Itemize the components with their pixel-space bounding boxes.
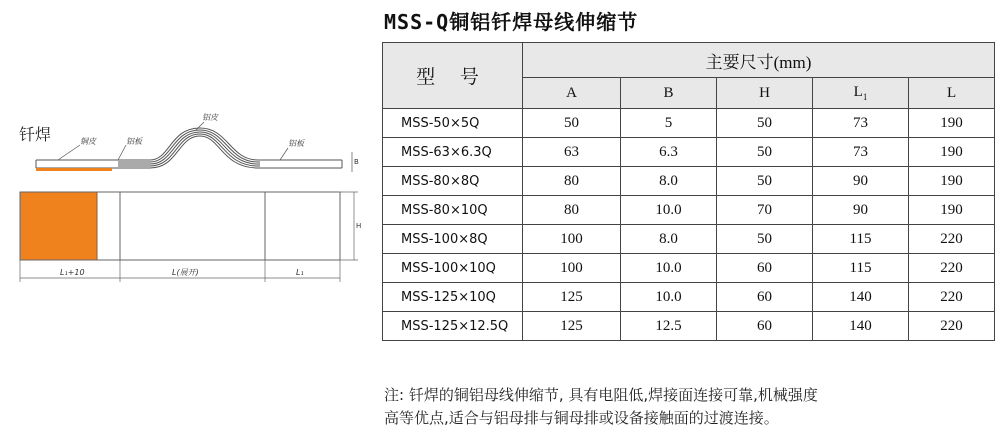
table-row bbox=[383, 109, 995, 138]
value-cell: 220 bbox=[909, 283, 995, 312]
side-view bbox=[36, 122, 352, 172]
value-cell: 10.0 bbox=[621, 254, 717, 283]
value-cell: 73 bbox=[813, 109, 909, 138]
model-cell: MSS-50×5Q bbox=[383, 109, 523, 138]
value-cell: 80 bbox=[523, 167, 621, 196]
col-h: H bbox=[717, 78, 813, 109]
copper-strip bbox=[36, 168, 112, 171]
note-line-1: 注: 钎焊的铜铝母线伸缩节, 具有电阻低,焊接面连接可靠,机械强度 bbox=[384, 386, 818, 404]
col-b: B bbox=[621, 78, 717, 109]
value-cell: 60 bbox=[717, 312, 813, 341]
copper-block bbox=[20, 192, 97, 260]
label-aluminum-skin: 铝皮 bbox=[202, 113, 218, 122]
value-cell: 190 bbox=[909, 138, 995, 167]
label-dim-left: L₁+10 bbox=[60, 268, 85, 277]
table-row bbox=[383, 167, 995, 196]
value-cell: 10.0 bbox=[621, 283, 717, 312]
value-cell: 220 bbox=[909, 254, 995, 283]
table-row bbox=[383, 254, 995, 283]
value-cell: 115 bbox=[813, 254, 909, 283]
col-l: L bbox=[909, 78, 995, 109]
col-l1: $L_1$ bbox=[813, 78, 909, 109]
table-row bbox=[383, 283, 995, 312]
value-cell: 60 bbox=[717, 283, 813, 312]
value-cell: 140 bbox=[813, 312, 909, 341]
diagram-svg bbox=[0, 100, 380, 300]
value-cell: 220 bbox=[909, 225, 995, 254]
value-cell: 70 bbox=[717, 196, 813, 225]
value-cell: 50 bbox=[717, 167, 813, 196]
model-cell: MSS-80×8Q bbox=[383, 167, 523, 196]
value-cell: 8.0 bbox=[621, 167, 717, 196]
label-thickness-dim: B bbox=[354, 158, 359, 166]
value-cell: 220 bbox=[909, 312, 995, 341]
value-cell: 80 bbox=[523, 196, 621, 225]
note bbox=[384, 384, 1000, 430]
value-cell: 73 bbox=[813, 138, 909, 167]
label-copper-skin: 铜皮 bbox=[80, 137, 96, 146]
value-cell: 50 bbox=[717, 138, 813, 167]
value-cell: 8.0 bbox=[621, 225, 717, 254]
value-cell: 60 bbox=[717, 254, 813, 283]
value-cell: 10.0 bbox=[621, 196, 717, 225]
label-height-dim: H bbox=[356, 222, 362, 230]
table-row bbox=[383, 196, 995, 225]
weld-label: 钎焊 bbox=[19, 125, 52, 144]
model-header: 型 号 bbox=[383, 43, 523, 109]
spec-table bbox=[382, 42, 995, 341]
technical-diagram bbox=[0, 100, 380, 300]
value-cell: 50 bbox=[523, 109, 621, 138]
value-cell: 90 bbox=[813, 196, 909, 225]
value-cell: 190 bbox=[909, 196, 995, 225]
value-cell: 100 bbox=[523, 225, 621, 254]
value-cell: 125 bbox=[523, 283, 621, 312]
model-cell: MSS-100×10Q bbox=[383, 254, 523, 283]
table-row bbox=[383, 138, 995, 167]
model-cell: MSS-125×12.5Q bbox=[383, 312, 523, 341]
value-cell: 90 bbox=[813, 167, 909, 196]
value-cell: 5 bbox=[621, 109, 717, 138]
table-row bbox=[383, 312, 995, 341]
value-cell: 12.5 bbox=[621, 312, 717, 341]
value-cell: 6.3 bbox=[621, 138, 717, 167]
value-cell: 100 bbox=[523, 254, 621, 283]
value-cell: 190 bbox=[909, 109, 995, 138]
label-aluminum-plate-left: 铝板 bbox=[126, 137, 142, 146]
page-title: MSS-Q铜铝钎焊母线伸缩节 bbox=[384, 10, 639, 34]
model-cell: MSS-125×10Q bbox=[383, 283, 523, 312]
label-aluminum-plate-right: 铝板 bbox=[288, 139, 304, 148]
value-cell: 50 bbox=[717, 109, 813, 138]
dimensions-header: 主要尺寸(mm) bbox=[523, 43, 995, 78]
value-cell: 50 bbox=[717, 225, 813, 254]
col-a: A bbox=[523, 78, 621, 109]
value-cell: 115 bbox=[813, 225, 909, 254]
table-row bbox=[383, 225, 995, 254]
model-cell: MSS-63×6.3Q bbox=[383, 138, 523, 167]
label-dim-middle: L(展开) bbox=[172, 268, 199, 277]
value-cell: 190 bbox=[909, 167, 995, 196]
note-line-2: 高等优点,适合与铝母排与铜母排或设备接触面的过渡连接。 bbox=[384, 409, 779, 427]
model-cell: MSS-100×8Q bbox=[383, 225, 523, 254]
label-dim-right: L₁ bbox=[296, 268, 304, 277]
value-cell: 63 bbox=[523, 138, 621, 167]
model-cell: MSS-80×10Q bbox=[383, 196, 523, 225]
value-cell: 125 bbox=[523, 312, 621, 341]
value-cell: 140 bbox=[813, 283, 909, 312]
